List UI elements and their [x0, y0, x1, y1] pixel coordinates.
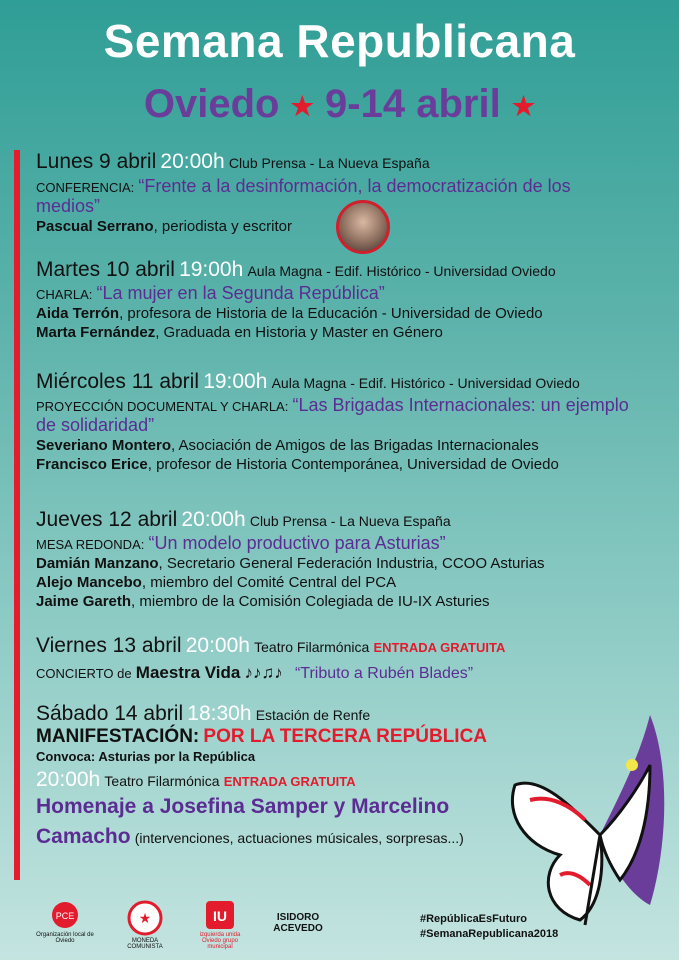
speaker-desc: , miembro del Comité Central del PCA [141, 574, 397, 591]
event-theme: “Frente a la desinformación, la democratización de los medios” [36, 176, 571, 216]
event-place: Teatro Filarmónica [254, 639, 370, 655]
event-place: Estación de Renfe [255, 707, 371, 723]
hashtag: #RepúblicaEsFuturo [420, 913, 527, 925]
event-time: 20:00h [185, 634, 250, 657]
event-theme: “Las Brigadas Internacionales: un ejemplo de solidaridad” [36, 395, 629, 435]
moneda-logo [120, 900, 170, 950]
event-place: Aula Magna - Edif. Histórico - Universidad Oviedo [271, 375, 580, 391]
event-theme: “La mujer en la Segunda República” [96, 283, 385, 303]
event-time: 20:00h [36, 768, 101, 791]
speaker-name: Damián Manzano [36, 555, 159, 572]
sponsor-logos [30, 900, 360, 955]
music-notes-icon: ♪♪♫♪ [244, 663, 283, 682]
speaker-photo [336, 200, 390, 254]
speaker-name: Francisco Erice [36, 456, 148, 473]
speaker-name: Severiano Montero [36, 437, 172, 454]
pce-caption: Organización local de Oviedo [36, 932, 94, 944]
tribute-desc: (intervenciones, actuaciones músicales, sorpresas...) [134, 830, 464, 846]
event-time: 19:00h [203, 370, 268, 393]
event-place: Club Prensa - La Nueva España [249, 513, 451, 529]
convoca-text: Convoca: Asturias por la República [36, 749, 256, 764]
dates: 9-14 abril [325, 82, 501, 126]
event-time: 18:30h [187, 702, 252, 725]
butterfly-illustration [500, 705, 670, 935]
speaker-desc: , profesor de Historia Contemporánea, Universidad de Oviedo [147, 456, 559, 473]
poster-title: Semana Republicana [103, 15, 576, 67]
event-time: 20:00h [160, 150, 225, 173]
hashtags [420, 912, 670, 942]
event-type: CHARLA: [36, 287, 93, 302]
event-friday [36, 636, 656, 683]
speaker-name: Aida Terrón [36, 305, 120, 322]
hashtag: #SemanaRepublicana2018 [420, 928, 559, 940]
speaker-name: Alejo Mancebo [36, 574, 142, 591]
speaker-name: Marta Fernández [36, 324, 156, 341]
poster-subtitle [0, 82, 679, 127]
pce-logo [30, 900, 100, 944]
event-day: Jueves 12 abril [36, 508, 178, 531]
star-icon: ★ [290, 90, 314, 121]
speaker-name: Jaime Gareth [36, 593, 132, 610]
svg-text:PCE: PCE [55, 911, 75, 921]
iu-caption: izquierda unida Oviedo grupo municipal [199, 932, 241, 950]
manifestation-label: MANIFESTACIÓN: [36, 726, 200, 747]
event-theme: “Tributo a Rubén Blades” [294, 665, 474, 682]
manifestation-theme: POR LA TERCERA REPÚBLICA [203, 726, 488, 747]
speaker-name: Pascual Serrano [36, 218, 154, 235]
iu-logo [190, 900, 250, 950]
city: Oviedo [143, 82, 280, 126]
event-theme: “Un modelo productivo para Asturias” [148, 533, 446, 553]
speaker-desc: , profesora de Historia de la Educación - Universidad de Oviedo [119, 305, 543, 322]
event-time: 20:00h [181, 508, 246, 531]
event-type: MESA REDONDA: [36, 537, 145, 552]
tribute-title: Homenaje a Josefina Samper y Marcelino Camacho [36, 795, 450, 848]
speaker-desc: , Secretario General Federación Industria, CCOO Asturias [158, 555, 545, 572]
free-entry-label: ENTRADA GRATUITA [373, 640, 506, 655]
speaker-desc: , miembro de la Comisión Colegiada de IU-IX Asturies [131, 593, 490, 610]
event-place: Aula Magna - Edif. Histórico - Universidad Oviedo [247, 263, 556, 279]
event-type: CONFERENCIA: [36, 180, 135, 195]
svg-text:IU: IU [213, 908, 227, 924]
event-wednesday [36, 372, 656, 474]
speaker-desc: , periodista y escritor [153, 218, 292, 235]
speaker-desc: , Asociación de Amigos de las Brigadas Internacionales [171, 437, 539, 454]
red-side-bar [14, 150, 20, 880]
event-thursday [36, 510, 656, 611]
event-tuesday [36, 260, 656, 342]
event-time: 19:00h [179, 258, 244, 281]
event-day: Viernes 13 abril [36, 634, 182, 657]
event-day: Martes 10 abril [36, 258, 175, 281]
band-name: Maestra Vida [135, 663, 241, 682]
event-day: Miércoles 11 abril [36, 370, 200, 393]
free-entry-label: ENTRADA GRATUITA [223, 774, 356, 789]
star-icon: ★ [511, 90, 536, 121]
moneda-caption: MONEDA COMUNISTA [127, 938, 163, 950]
event-type: CONCIERTO de [36, 666, 132, 681]
event-type: PROYECCIÓN DOCUMENTAL Y CHARLA: [36, 399, 289, 414]
event-day: Sábado 14 abril [36, 702, 184, 725]
speaker-desc: , Graduada en Historia y Master en Género [155, 324, 443, 341]
event-place: Club Prensa - La Nueva España [228, 155, 430, 171]
event-day: Lunes 9 abril [36, 150, 157, 173]
event-place: Teatro Filarmónica [104, 773, 220, 789]
isidoro-logo: ISIDORO ACEVEDO [273, 912, 323, 934]
event-saturday [36, 704, 506, 853]
svg-text:★: ★ [138, 911, 152, 927]
